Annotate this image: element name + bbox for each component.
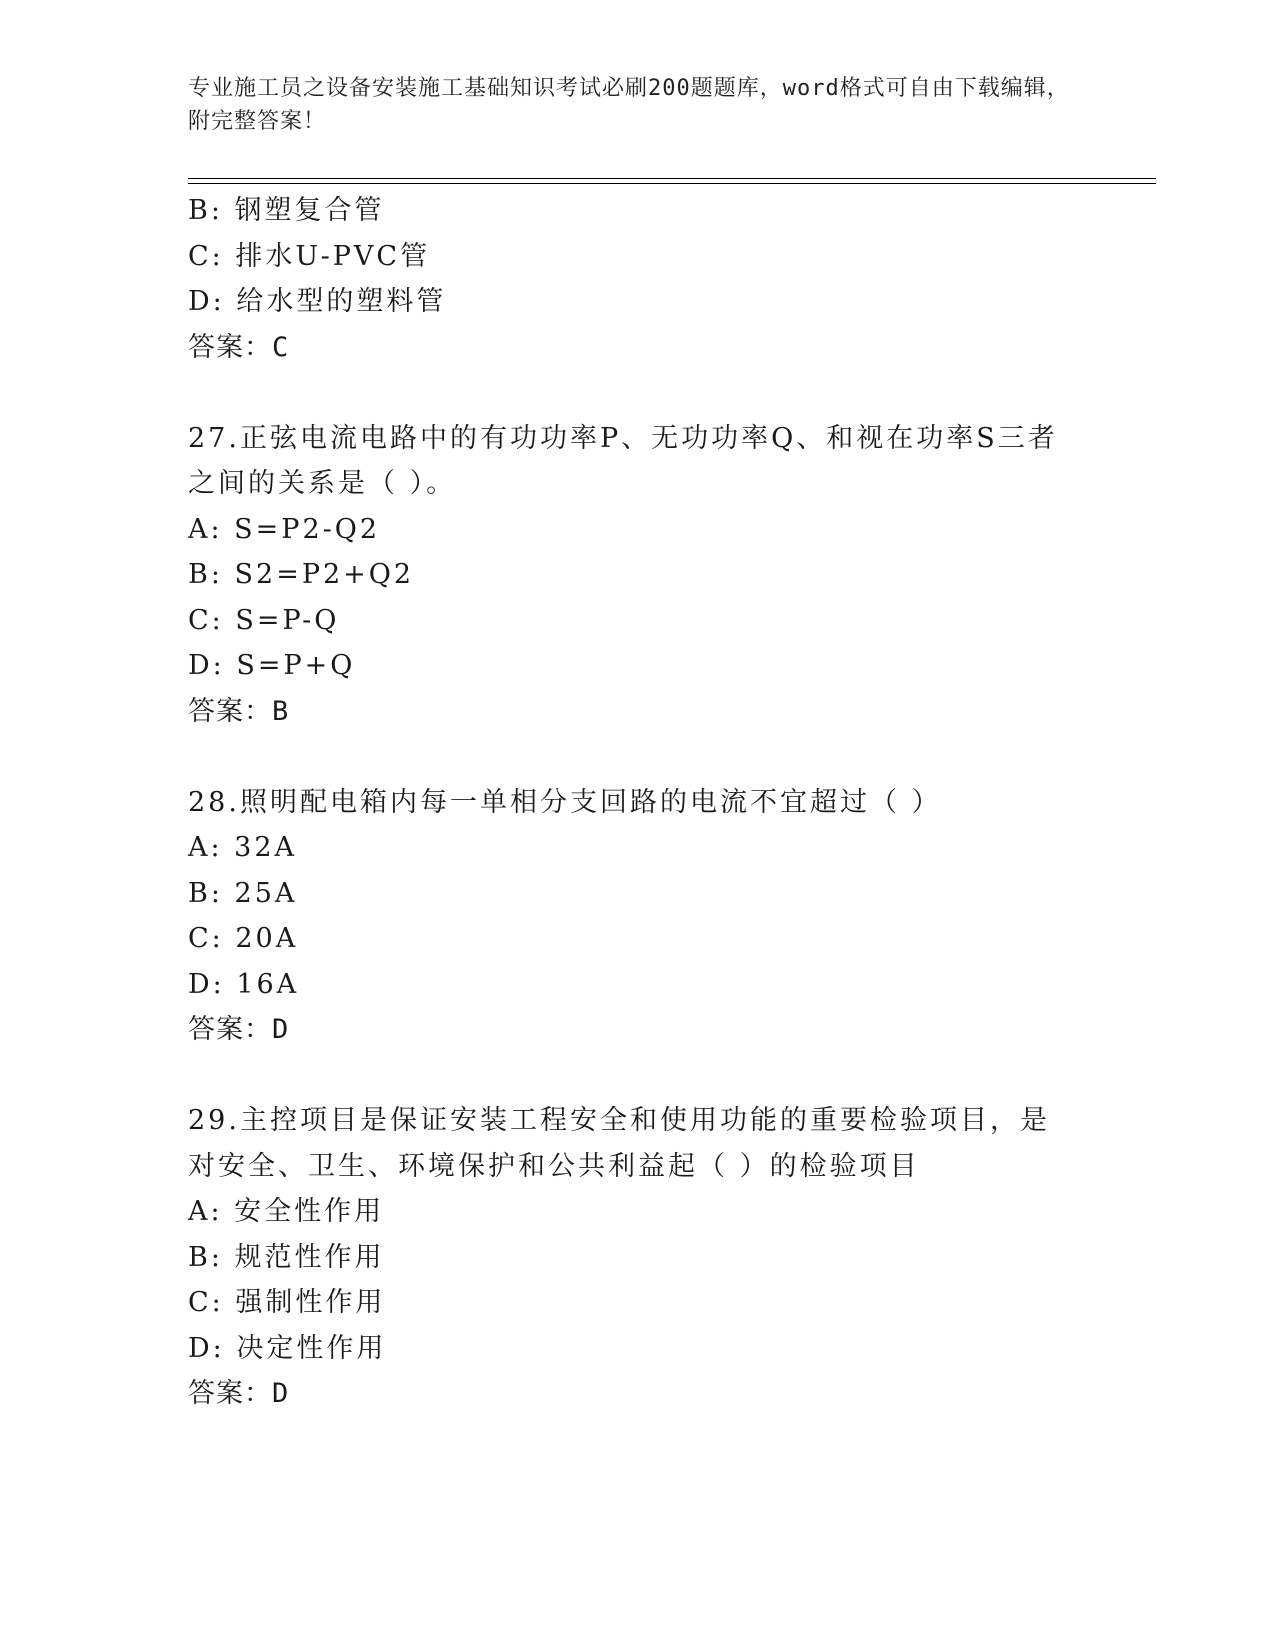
option: A: 32A xyxy=(188,832,298,863)
option: B: 25A xyxy=(188,877,298,909)
header-rule xyxy=(188,183,1156,184)
question-stem: 27.正弦电流电路中的有功功率P、无功功率Q、和视在功率S三者之间的关系是（ ）。 xyxy=(188,422,1058,499)
option: C: 排水U-PVC管 xyxy=(188,240,431,272)
question-block xyxy=(188,1098,1088,1417)
option: B: S2=P2+Q2 xyxy=(188,559,415,590)
header-rule xyxy=(188,178,1156,179)
option: D: S=P+Q xyxy=(188,650,356,681)
answer: 答案：C xyxy=(188,331,290,363)
option: D: 给水型的塑料管 xyxy=(188,286,447,317)
question-block xyxy=(188,416,1088,735)
option: C: 强制性作用 xyxy=(188,1287,386,1318)
answer: 答案：D xyxy=(188,1014,290,1045)
document-body xyxy=(188,188,1088,1417)
document-header: 专业施工员之设备安装施工基础知识考试必刷200题题库，word格式可自由下载编辑，附完整答案！ xyxy=(188,76,1070,134)
option: C: S=P-Q xyxy=(188,604,340,636)
option: B: 钢塑复合管 xyxy=(188,195,385,226)
question-block-continued xyxy=(188,188,1088,370)
option: C: 20A xyxy=(188,923,299,954)
option: A: 安全性作用 xyxy=(188,1196,385,1227)
question-stem: 29.主控项目是保证安装工程安全和使用功能的重要检验项目，是对安全、卫生、环境保护和公共利益起（ ）的检验项目 xyxy=(188,1105,1050,1182)
question-stem: 28.照明配电箱内每一单相分支回路的电流不宜超过（ ） xyxy=(188,786,942,818)
option: A: S=P2-Q2 xyxy=(188,513,381,545)
option: B: 规范性作用 xyxy=(188,1241,385,1273)
answer: 答案：D xyxy=(188,1378,290,1409)
option: D: 16A xyxy=(188,968,300,1000)
answer: 答案：B xyxy=(188,695,290,727)
question-block xyxy=(188,780,1088,1053)
option: D: 决定性作用 xyxy=(188,1332,387,1364)
